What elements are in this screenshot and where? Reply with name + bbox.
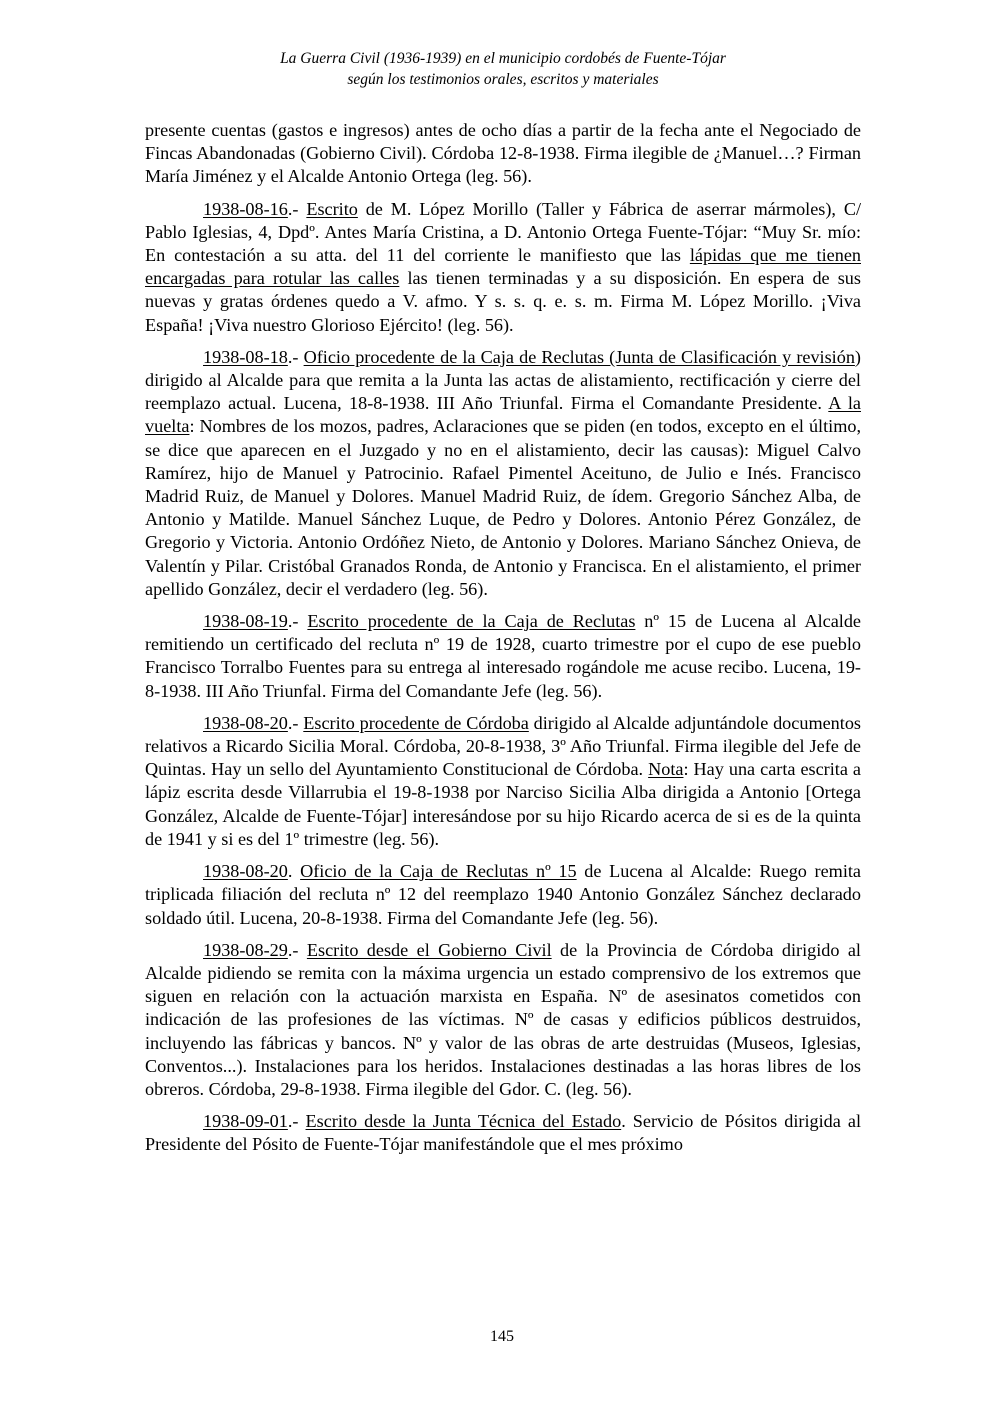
entry-separator: .- xyxy=(287,611,308,632)
entry-date: 1938-08-29 xyxy=(203,939,288,960)
entry-text-continued: : Nombres de los mozos, padres, Aclaraciones que se piden (en todos, excepto en el último, se dice que aparecen en el Juzgado y no en el alistamiento, decir las causas): Miguel Calvo Ramírez, hijo de Manuel y Patrocinio. Rafael Pimentel Aceituno, de Julio e Inés. Francisco Madrid Ruiz, de Manuel y Dolores. Manuel Madrid Ruiz, de ídem. Gregorio Sánchez Alba, de Antonio y Matilde. Manuel Sánchez Luque, de Pedro y Dolores. Antonio Pérez González, de Gregorio y Victoria. Antonio Ordóñez Nieto, de Antonio y Dolores. Mariano Sánchez Onieva, de Valentín y Pilar. Cristóbal Granados Ronda, de Antonio y Francisca. En el alistamiento, el primer apellido González, decir el verdadero (leg. 56). xyxy=(145,416,861,599)
entry-text: ) dirigido al Alcalde para que remita a la Junta las actas de alistamiento, rectificación y cierre del reemplazo actual. Lucena, 18-8-1938. III Año Triunfal. Firma el Comandante Presidente. xyxy=(145,346,861,414)
entry-title: Escrito desde la Junta Técnica del Estado xyxy=(305,1111,622,1132)
entry-text: dirigido al Alcalde adjuntándole documentos relativos a Ricardo Sicilia Moral. Córdoba, 20-8-1938, 3º Año Triunfal. Firma ilegible del Jefe de Quintas. Hay un sello del Ayuntamiento Constitucional de Córdoba. xyxy=(145,712,861,780)
running-header xyxy=(145,48,861,90)
entry-separator: .- xyxy=(287,712,304,733)
entry-1938-08-20-b xyxy=(145,860,861,930)
entry-separator: .- xyxy=(287,1111,306,1132)
entry-title: Oficio de la Caja de Reclutas nº 15 xyxy=(300,861,577,882)
continued-paragraph: presente cuentas (gastos e ingresos) antes de ocho días a partir de la fecha ante el Negociado de Fincas Abandonadas (Gobierno Civil). Córdoba 12-8-1938. Firma ilegible de ¿Manuel…? Firman María Jiménez y el Alcalde Antonio Ortega (leg. 56). xyxy=(145,120,861,187)
entry-text-continued: las tienen terminadas y a su disposición. En espera de sus nuevas y gratas órdenes quedo a V. afmo. Y s. s. q. e. s. m. Firma M. López Morillo. ¡Viva España! ¡Viva nuestro Glorioso Ejército! (leg. 56). xyxy=(145,268,861,335)
entry-separator: . xyxy=(287,861,301,882)
page-number: 145 xyxy=(490,1328,514,1345)
entry-title: Escrito xyxy=(306,198,358,219)
entry-separator: .- xyxy=(287,939,307,960)
entry-date: 1938-08-18 xyxy=(203,346,288,367)
entry-title: Escrito procedente de Córdoba xyxy=(303,712,529,733)
entry-1938-08-20-a xyxy=(145,712,861,851)
entry-1938-08-19 xyxy=(145,610,861,703)
entry-underlined-phrase: Nota xyxy=(648,759,684,780)
entry-underlined-phrase: lápidas que me tienen encargadas para rotular las calles xyxy=(145,245,861,289)
entry-underlined-phrase: A la vuelta xyxy=(145,393,861,437)
entry-separator: .- xyxy=(287,346,304,367)
entry-text: de la Provincia de Córdoba dirigido al Alcalde pidiendo se remita con la máxima urgencia un estado comprensivo de los extremos que siguen en relación con la actuación marxista en España. Nº de asesinatos cometidos con indicación de las profesiones de las víctimas. Nº de casas y edificios públicos destruidos, incluyendo las fábricas y bancos. Nº y valor de las obras de arte destruidas (Museos, Iglesias, Conventos...). Instalaciones para los heridos. Instalaciones destinadas a las horas libres de los obreros. Córdoba, 29-8-1938. Firma ilegible del Gdor. C. (leg. 56). xyxy=(145,939,861,1099)
header-title-line-1: La Guerra Civil (1936-1939) en el municipio cordobés de Fuente-Tójar xyxy=(280,50,726,67)
entry-date: 1938-08-20 xyxy=(203,712,288,733)
entry-1938-09-01 xyxy=(145,1110,861,1156)
entry-title: Escrito desde el Gobierno Civil xyxy=(306,939,552,960)
entry-date: 1938-08-19 xyxy=(203,611,288,632)
entry-separator: .- xyxy=(287,198,307,219)
body-text xyxy=(145,119,861,1166)
entry-text-continued: : Hay una carta escrita a lápiz escrita desde Villarrubia el 19-8-1938 por Narciso Sicilia Alba dirigida a Antonio [Ortega González, Alcalde de Fuente-Tójar] interesándose por su hijo Ricardo acerca de si es de la quinta de 1941 y si es del 1º trimestre (leg. 56). xyxy=(145,759,861,849)
entry-date: 1938-08-16 xyxy=(203,198,288,219)
entry-text: nº 15 de Lucena al Alcalde remitiendo un certificado del recluta nº 19 de 1928, cuarto trimestre por el cupo de ese pueblo Francisco Torralbo Fuentes para su entrega al interesado rogándole me acuse recibo. Lucena, 19-8-1938. III Año Triunfal. Firma del Comandante Jefe (leg. 56). xyxy=(145,611,861,701)
entry-title: Escrito procedente de la Caja de Reclutas xyxy=(307,611,636,632)
entry-date: 1938-08-20 xyxy=(203,861,288,882)
entry-title: Oficio procedente de la Caja de Reclutas (Junta de Clasificación y revisión xyxy=(303,346,855,367)
entry-1938-08-16 xyxy=(145,198,861,337)
entry-date: 1938-09-01 xyxy=(203,1111,288,1132)
entry-text: de M. López Morillo (Taller y Fábrica de aserrar mármoles), C/ Pablo Iglesias, 4, Dpdº. Antes María Cristina, a D. Antonio Ortega Fuente-Tójar: “Muy Sr. mío: En contestación a su atta. del 11 del corriente le manifiesto que las xyxy=(145,198,861,266)
entry-1938-08-18 xyxy=(145,346,861,601)
entry-text: . Servicio de Pósitos dirigida al Presidente del Pósito de Fuente-Tójar manifestándole que el mes próximo xyxy=(145,1111,861,1155)
header-title-line-2: según los testimonios orales, escritos y materiales xyxy=(347,71,659,88)
entry-1938-08-29 xyxy=(145,939,861,1101)
entry-text: de Lucena al Alcalde: Ruego remita triplicada filiación del recluta nº 12 del reemplazo 1940 Antonio González Sánchez declarado soldado útil. Lucena, 20-8-1938. Firma del Comandante Jefe (leg. 56). xyxy=(145,861,862,928)
